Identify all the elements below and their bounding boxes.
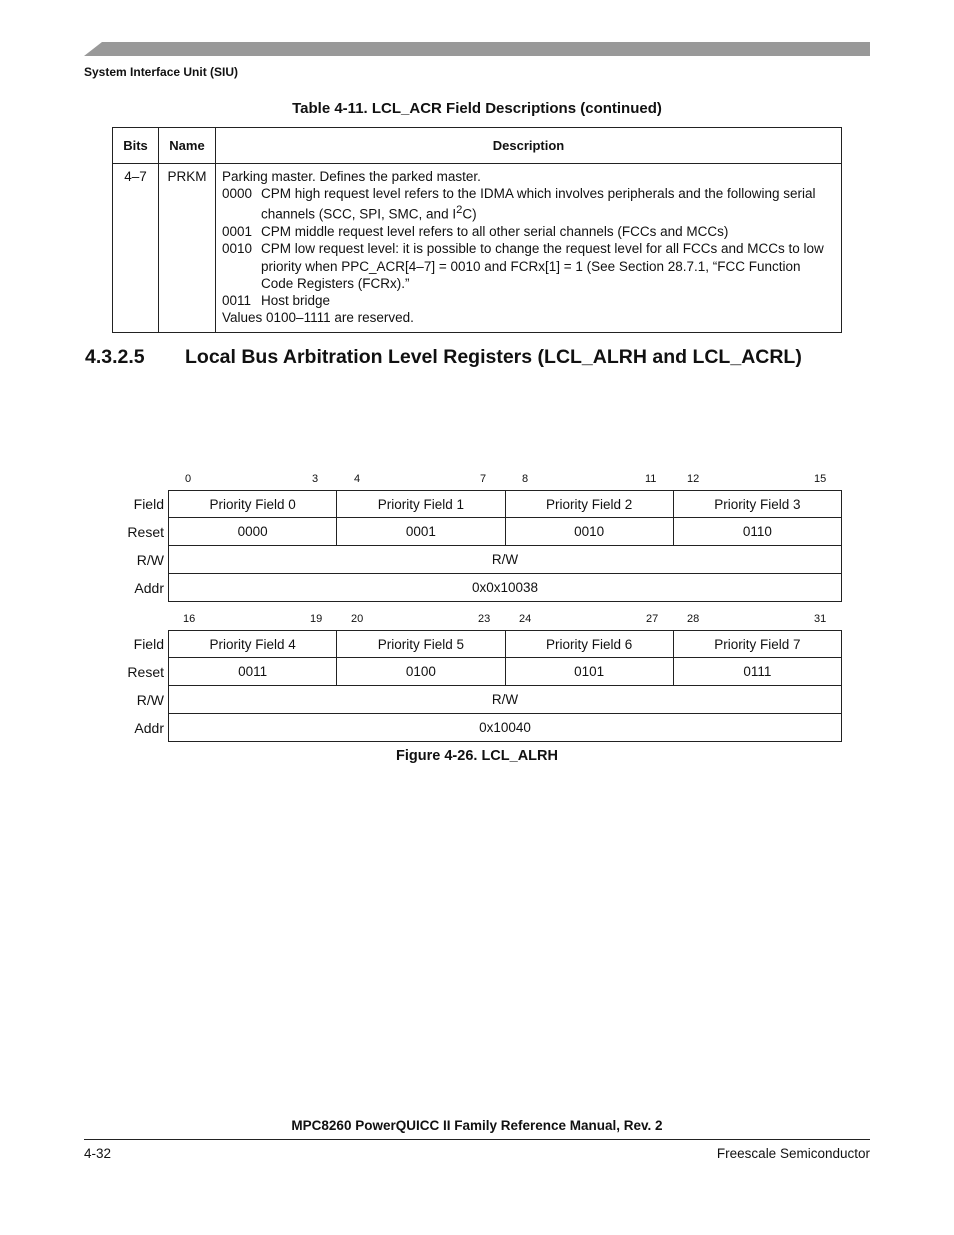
row-label: R/W — [136, 552, 164, 568]
bit-number: 12 — [687, 473, 700, 485]
row-label: Addr — [134, 720, 164, 736]
section-header: System Interface Unit (SIU) — [84, 65, 239, 79]
table-header-row — [113, 128, 842, 164]
footer-rule — [84, 1139, 870, 1140]
reset-cell: 0100 — [336, 658, 504, 685]
table-row — [113, 164, 842, 333]
row-label: Reset — [127, 664, 164, 680]
encoding-text — [261, 185, 835, 223]
encoding-text: CPM middle request level refers to all other serial channels (FCCs and MCCs) — [261, 224, 729, 240]
register-diagram-lower — [112, 612, 842, 742]
field-cell: Priority Field 1 — [336, 491, 504, 517]
footer-company: Freescale Semiconductor — [716, 1146, 870, 1161]
register-diagram-upper — [112, 472, 842, 602]
bit-number: 0 — [185, 473, 192, 485]
field-cell: Priority Field 7 — [673, 631, 841, 657]
cell-description — [216, 164, 842, 333]
description-intro: Parking master. Defines the parked master. — [222, 169, 481, 184]
row-label: Field — [133, 496, 164, 512]
addr-cell: 0x10040 — [479, 720, 531, 735]
bit-number: 8 — [522, 473, 529, 485]
bit-number: 28 — [687, 613, 700, 625]
encoding-text-part: C) — [462, 206, 477, 222]
section-number: 4.3.2.5 — [85, 346, 145, 368]
bit-number: 3 — [312, 473, 319, 485]
bit-number: 31 — [814, 613, 827, 625]
bit-numbers — [168, 472, 842, 490]
field-cell: Priority Field 0 — [209, 497, 296, 512]
page-number: 4-32 — [84, 1146, 112, 1161]
section-title: Local Bus Arbitration Level Registers (LCL_ALRH and LCL_ACRL) — [185, 346, 802, 368]
reset-row — [112, 658, 842, 686]
encoding-text-part: CPM high request level refers to the IDMA which involves peripherals and the following serial channels (SCC, SPI, SMC, and I — [261, 186, 816, 222]
bit-number: 20 — [351, 613, 364, 625]
rw-row — [112, 686, 842, 714]
header-bar — [84, 42, 870, 56]
encoding-code: 0011 — [222, 292, 252, 308]
encoding-text: Host bridge — [261, 292, 331, 308]
footer-title: MPC8260 PowerQUICC II Family Reference Manual, Rev. 2 — [291, 1118, 663, 1133]
bit-number: 15 — [814, 473, 827, 485]
rw-cell: R/W — [491, 692, 519, 707]
cell-name: PRKM — [159, 164, 216, 333]
superscript: 2 — [456, 204, 463, 217]
header-bits: Bits — [113, 128, 159, 164]
figure-caption: Figure 4-26. LCL_ALRH — [396, 748, 558, 764]
encoding-code: 0010 — [222, 241, 253, 257]
bit-number: 16 — [183, 613, 196, 625]
row-label: R/W — [136, 692, 164, 708]
encoding-0000 — [222, 185, 835, 223]
field-cell: Priority Field 3 — [673, 491, 841, 517]
encoding-text: CPM low request level: it is possible to change the request level for all FCCs and MCCs to low priority when PPC_ACR[4–7] = 0010 and FCRx[1] = 1 (See Section 28.7.1, “FCC Function Code Registers (FCRx).” — [261, 241, 824, 291]
field-cell: Priority Field 4 — [209, 637, 296, 652]
bit-number: 4 — [354, 473, 361, 485]
reset-cell: 0110 — [673, 518, 841, 545]
addr-row — [112, 714, 842, 742]
field-cell: Priority Field 6 — [505, 631, 673, 657]
bit-numbers — [168, 612, 842, 630]
reset-row — [112, 518, 842, 546]
bit-number: 27 — [646, 613, 659, 625]
bit-number: 24 — [519, 613, 532, 625]
reset-cell: 0111 — [673, 658, 841, 685]
reset-cell: 0001 — [336, 518, 504, 545]
encoding-code: 0000 — [222, 186, 253, 202]
field-cell: Priority Field 5 — [336, 631, 504, 657]
reset-cell: 0000 — [237, 524, 268, 539]
section-heading — [85, 346, 802, 369]
encoding-0001 — [222, 223, 835, 240]
encoding-code: 0001 — [222, 224, 253, 240]
field-cell: Priority Field 2 — [505, 491, 673, 517]
rw-cell: R/W — [491, 552, 519, 567]
field-row — [112, 630, 842, 658]
cell-bits: 4–7 — [113, 164, 159, 333]
header-description: Description — [216, 128, 842, 164]
bit-number: 19 — [310, 613, 323, 625]
row-label: Addr — [134, 580, 164, 596]
encoding-0011 — [222, 292, 835, 309]
encoding-0010 — [222, 240, 835, 292]
field-description-table — [112, 127, 842, 333]
reset-cell: 0010 — [505, 518, 673, 545]
bit-number: 7 — [480, 473, 487, 485]
header-name: Name — [159, 128, 216, 164]
bit-number: 23 — [478, 613, 491, 625]
reset-cell: 0101 — [505, 658, 673, 685]
rw-row — [112, 546, 842, 574]
table-title: Table 4-11. LCL_ACR Field Descriptions (continued) — [292, 100, 662, 117]
addr-row — [112, 574, 842, 602]
field-row — [112, 490, 842, 518]
reset-cell: 0011 — [238, 664, 268, 679]
description-note: Values 0100–1111 are reserved. — [222, 310, 414, 326]
addr-cell: 0x0x10038 — [471, 580, 539, 595]
bit-number: 11 — [645, 473, 657, 485]
row-label: Field — [133, 636, 164, 652]
row-label: Reset — [127, 524, 164, 540]
